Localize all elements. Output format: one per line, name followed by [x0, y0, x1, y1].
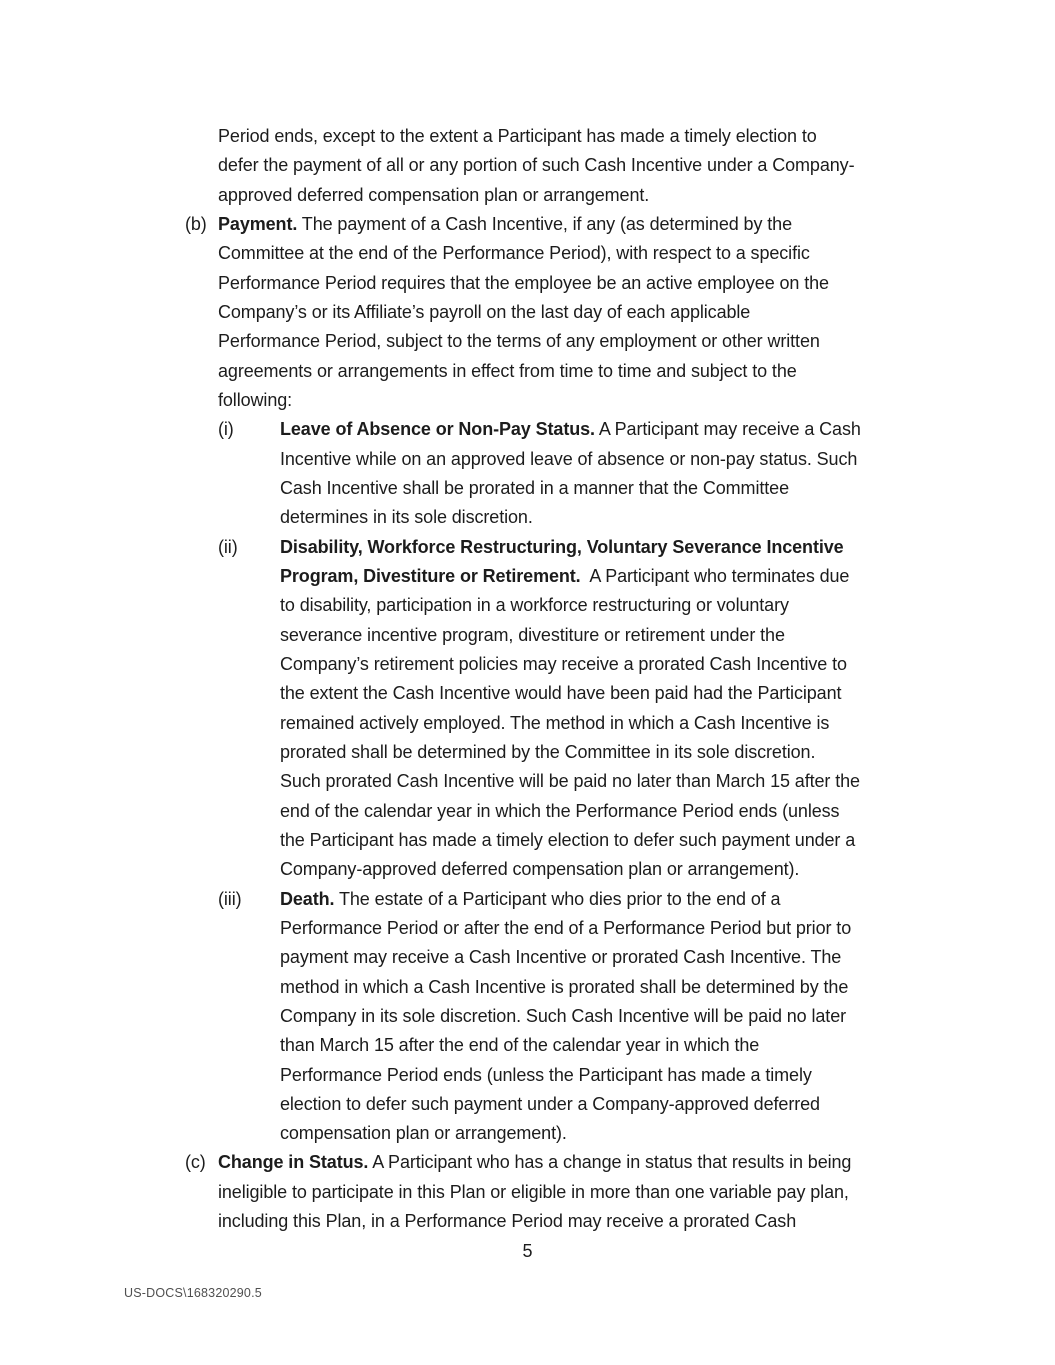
document-line	[218, 1031, 978, 1060]
document-line	[218, 738, 978, 767]
document-line	[218, 679, 978, 708]
document-line	[218, 650, 978, 679]
document-line	[218, 239, 978, 268]
line-text: agreements or arrangements in effect from time to time and subject to the	[218, 360, 797, 381]
line-text: to disability, participation in a workforce restructuring or voluntary	[280, 595, 789, 616]
line-text: than March 15 after the end of the calendar year in which the	[280, 1035, 760, 1056]
document-line	[218, 1119, 978, 1148]
line-text: A Participant may receive a Cash	[594, 419, 861, 440]
document-line	[218, 357, 978, 386]
document-line	[218, 181, 978, 210]
document-line	[218, 445, 978, 474]
list-item-i-line	[218, 415, 978, 444]
line-text: Such prorated Cash Incentive will be paid no later than March 15 after the	[280, 771, 860, 792]
line-text: approved deferred compensation plan or arrangement.	[218, 184, 650, 205]
document-line	[218, 855, 978, 884]
line-text: Performance Period ends (unless the Participant has made a timely	[280, 1064, 812, 1085]
document-line	[218, 386, 978, 415]
document-line	[218, 1061, 978, 1090]
line-text: remained actively employed. The method in which a Cash Incentive is	[280, 712, 830, 733]
document-line	[218, 914, 978, 943]
line-text: method in which a Cash Incentive is prorated shall be determined by the	[280, 976, 849, 997]
document-line	[218, 826, 978, 855]
document-line	[218, 1090, 978, 1119]
line-text: Company’s or its Affiliate’s payroll on the last day of each applicable	[218, 301, 751, 322]
line-text: election to defer such payment under a Company-approved deferred	[280, 1093, 820, 1114]
document-line	[218, 474, 978, 503]
list-marker: (iii)	[218, 888, 242, 909]
line-text: Committee at the end of the Performance Period), with respect to a specific	[218, 243, 810, 264]
line-text: payment may receive a Cash Incentive or prorated Cash Incentive. The	[280, 947, 842, 968]
document-line	[218, 943, 978, 972]
line-text: defer the payment of all or any portion of such Cash Incentive under a Company-	[218, 155, 855, 176]
page-number: 5	[522, 1241, 533, 1261]
list-item-iii-line	[218, 885, 978, 914]
line-text: Company’s retirement policies may receive a prorated Cash Incentive to	[280, 653, 847, 674]
line-text: Period ends, except to the extent a Participant has made a timely election to	[218, 126, 817, 146]
list-marker: (c)	[185, 1152, 206, 1173]
line-text: severance incentive program, divestiture or retirement under the	[280, 624, 785, 645]
document-line	[218, 973, 978, 1002]
document-line	[218, 298, 978, 327]
document-line	[218, 269, 978, 298]
document-line	[218, 327, 978, 356]
document-line	[218, 1178, 978, 1207]
document-line	[218, 1207, 978, 1236]
list-item-c-line	[185, 1148, 978, 1177]
item-heading: Death.	[280, 888, 335, 909]
document-line	[218, 767, 978, 796]
document-line	[218, 562, 978, 591]
document-line	[218, 621, 978, 650]
document-line	[218, 797, 978, 826]
document-line	[218, 591, 978, 620]
document-body	[185, 122, 978, 1236]
footer-document-reference: US-DOCS\168320290.5	[124, 1286, 262, 1300]
line-text: The estate of a Participant who dies prior to the end of a	[334, 888, 781, 909]
list-item-b-line	[185, 210, 978, 239]
list-marker: (b)	[185, 213, 207, 234]
line-text: A Participant who has a change in status that results in being	[368, 1152, 852, 1173]
document-line	[218, 151, 978, 180]
list-marker: (ii)	[218, 536, 238, 557]
document-line	[218, 122, 978, 151]
line-text: following:	[218, 389, 293, 410]
line-text: end of the calendar year in which the Performance Period ends (unless	[280, 800, 840, 821]
document-line	[218, 709, 978, 738]
line-text: Incentive while on an approved leave of absence or non-pay status. Such	[280, 448, 858, 469]
list-marker: (i)	[218, 419, 234, 440]
line-text: Company in its sole discretion. Such Cash Incentive will be paid no later	[280, 1005, 846, 1026]
line-text: Performance Period, subject to the terms of any employment or other written	[218, 331, 820, 352]
item-heading: Program, Divestiture or Retirement.	[280, 565, 581, 586]
line-text: Performance Period requires that the employee be an active employee on the	[218, 272, 829, 293]
line-text: the extent the Cash Incentive would have been paid had the Participant	[280, 683, 842, 704]
line-text: A Participant who terminates due	[580, 565, 850, 586]
line-text: ineligible to participate in this Plan or eligible in more than one variable pay plan,	[218, 1181, 849, 1202]
line-text: compensation plan or arrangement).	[280, 1123, 567, 1144]
line-text: Company-approved deferred compensation plan or arrangement).	[280, 859, 800, 880]
line-text: Performance Period or after the end of a Performance Period but prior to	[280, 917, 852, 938]
item-heading: Leave of Absence or Non-Pay Status.	[280, 419, 595, 440]
item-heading: Change in Status.	[218, 1152, 369, 1173]
document-line	[218, 1002, 978, 1031]
line-text: the Participant has made a timely election to defer such payment under a	[280, 829, 856, 850]
list-item-ii-line	[218, 533, 978, 562]
line-text: prorated shall be determined by the Committee in its sole discretion.	[280, 741, 816, 762]
line-text: Cash Incentive shall be prorated in a manner that the Committee	[280, 477, 789, 498]
item-heading: Payment.	[218, 213, 298, 234]
line-text: determines in its sole discretion.	[280, 507, 533, 528]
line-text: including this Plan, in a Performance Period may receive a prorated Cash	[218, 1211, 797, 1232]
item-heading: Disability, Workforce Restructuring, Voluntary Severance Incentive	[280, 536, 844, 557]
document-line	[218, 503, 978, 532]
line-text: The payment of a Cash Incentive, if any (as determined by the	[297, 213, 792, 234]
